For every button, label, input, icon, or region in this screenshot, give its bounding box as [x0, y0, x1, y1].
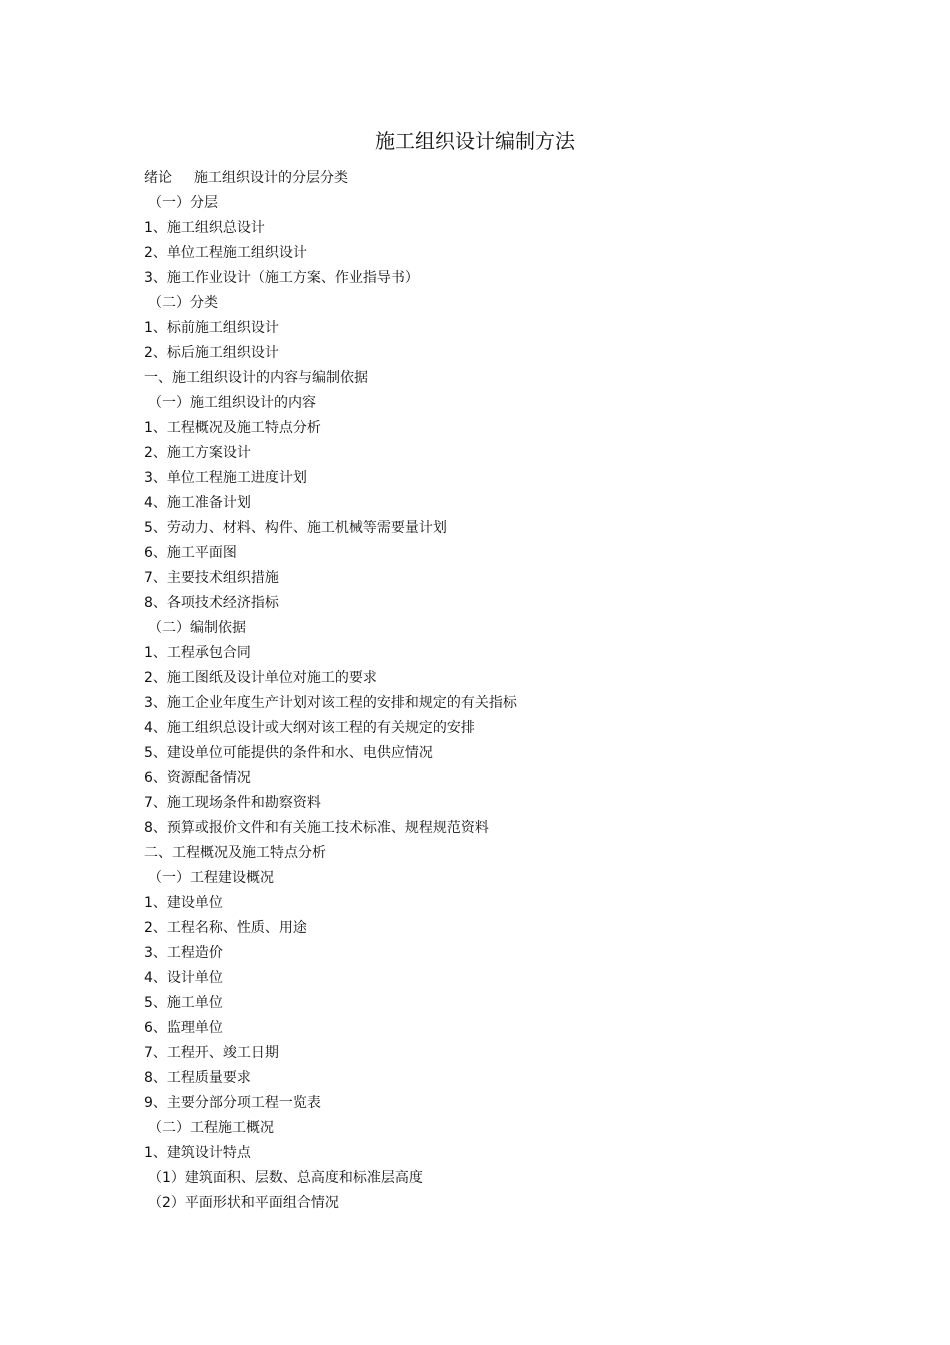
list-item: 3、施工作业设计（施工方案、作业指导书）: [144, 270, 419, 286]
list-item: 2、施工图纸及设计单位对施工的要求: [144, 670, 377, 686]
list-item: 7、主要技术组织措施: [144, 570, 279, 586]
subsection-heading: （2）平面形状和平面组合情况: [148, 1195, 339, 1211]
section-heading: 一、施工组织设计的内容与编制依据: [144, 370, 368, 386]
list-item: 3、单位工程施工进度计划: [144, 470, 307, 486]
list-item: 2、单位工程施工组织设计: [144, 245, 307, 261]
list-item: 9、主要分部分项工程一览表: [144, 1095, 321, 1111]
subsection-heading: （一）分层: [148, 195, 218, 211]
list-item: 8、工程质量要求: [144, 1070, 251, 1086]
document-body: [144, 166, 844, 1216]
section-heading: 二、工程概况及施工特点分析: [144, 845, 326, 861]
document-title: 施工组织设计编制方法: [375, 129, 575, 153]
list-item: 1、建设单位: [144, 895, 223, 911]
list-item: 6、资源配备情况: [144, 770, 251, 786]
list-item: 6、监理单位: [144, 1020, 223, 1036]
outline-list: [144, 191, 844, 1216]
intro-label: 绪论: [144, 170, 172, 186]
subsection-heading: （一）工程建设概况: [148, 870, 274, 886]
list-item: 8、预算或报价文件和有关施工技术标准、规程规范资料: [144, 820, 489, 836]
list-item: 2、标后施工组织设计: [144, 345, 279, 361]
list-item: 3、施工企业年度生产计划对该工程的安排和规定的有关指标: [144, 695, 517, 711]
list-item: 8、各项技术经济指标: [144, 595, 279, 611]
list-item: 6、施工平面图: [144, 545, 237, 561]
list-item: 4、施工准备计划: [144, 495, 251, 511]
subsection-heading: （二）分类: [148, 295, 218, 311]
subsection-heading: （二）编制依据: [148, 620, 246, 636]
list-item: 1、工程概况及施工特点分析: [144, 420, 321, 436]
list-item: 4、施工组织总设计或大纲对该工程的有关规定的安排: [144, 720, 475, 736]
list-item: 3、工程造价: [144, 945, 223, 961]
subsection-heading: （一）施工组织设计的内容: [148, 395, 316, 411]
list-item: 1、建筑设计特点: [144, 1145, 251, 1161]
list-item: 1、工程承包合同: [144, 645, 251, 661]
subsection-heading: （1）建筑面积、层数、总高度和标准层高度: [148, 1170, 423, 1186]
list-item: 5、劳动力、材料、构件、施工机械等需要量计划: [144, 520, 447, 536]
list-item: 1、标前施工组织设计: [144, 320, 279, 336]
list-item: 2、工程名称、性质、用途: [144, 920, 307, 936]
list-item: 5、建设单位可能提供的条件和水、电供应情况: [144, 745, 433, 761]
subsection-heading: （二）工程施工概况: [148, 1120, 274, 1136]
list-item: 7、工程开、竣工日期: [144, 1045, 279, 1061]
list-item: 1、施工组织总设计: [144, 220, 265, 236]
list-item: 4、设计单位: [144, 970, 223, 986]
intro-text: 施工组织设计的分层分类: [194, 170, 348, 186]
list-item: 5、施工单位: [144, 995, 223, 1011]
list-item: 7、施工现场条件和勘察资料: [144, 795, 321, 811]
intro-line: [144, 166, 844, 191]
list-item: 2、施工方案设计: [144, 445, 251, 461]
